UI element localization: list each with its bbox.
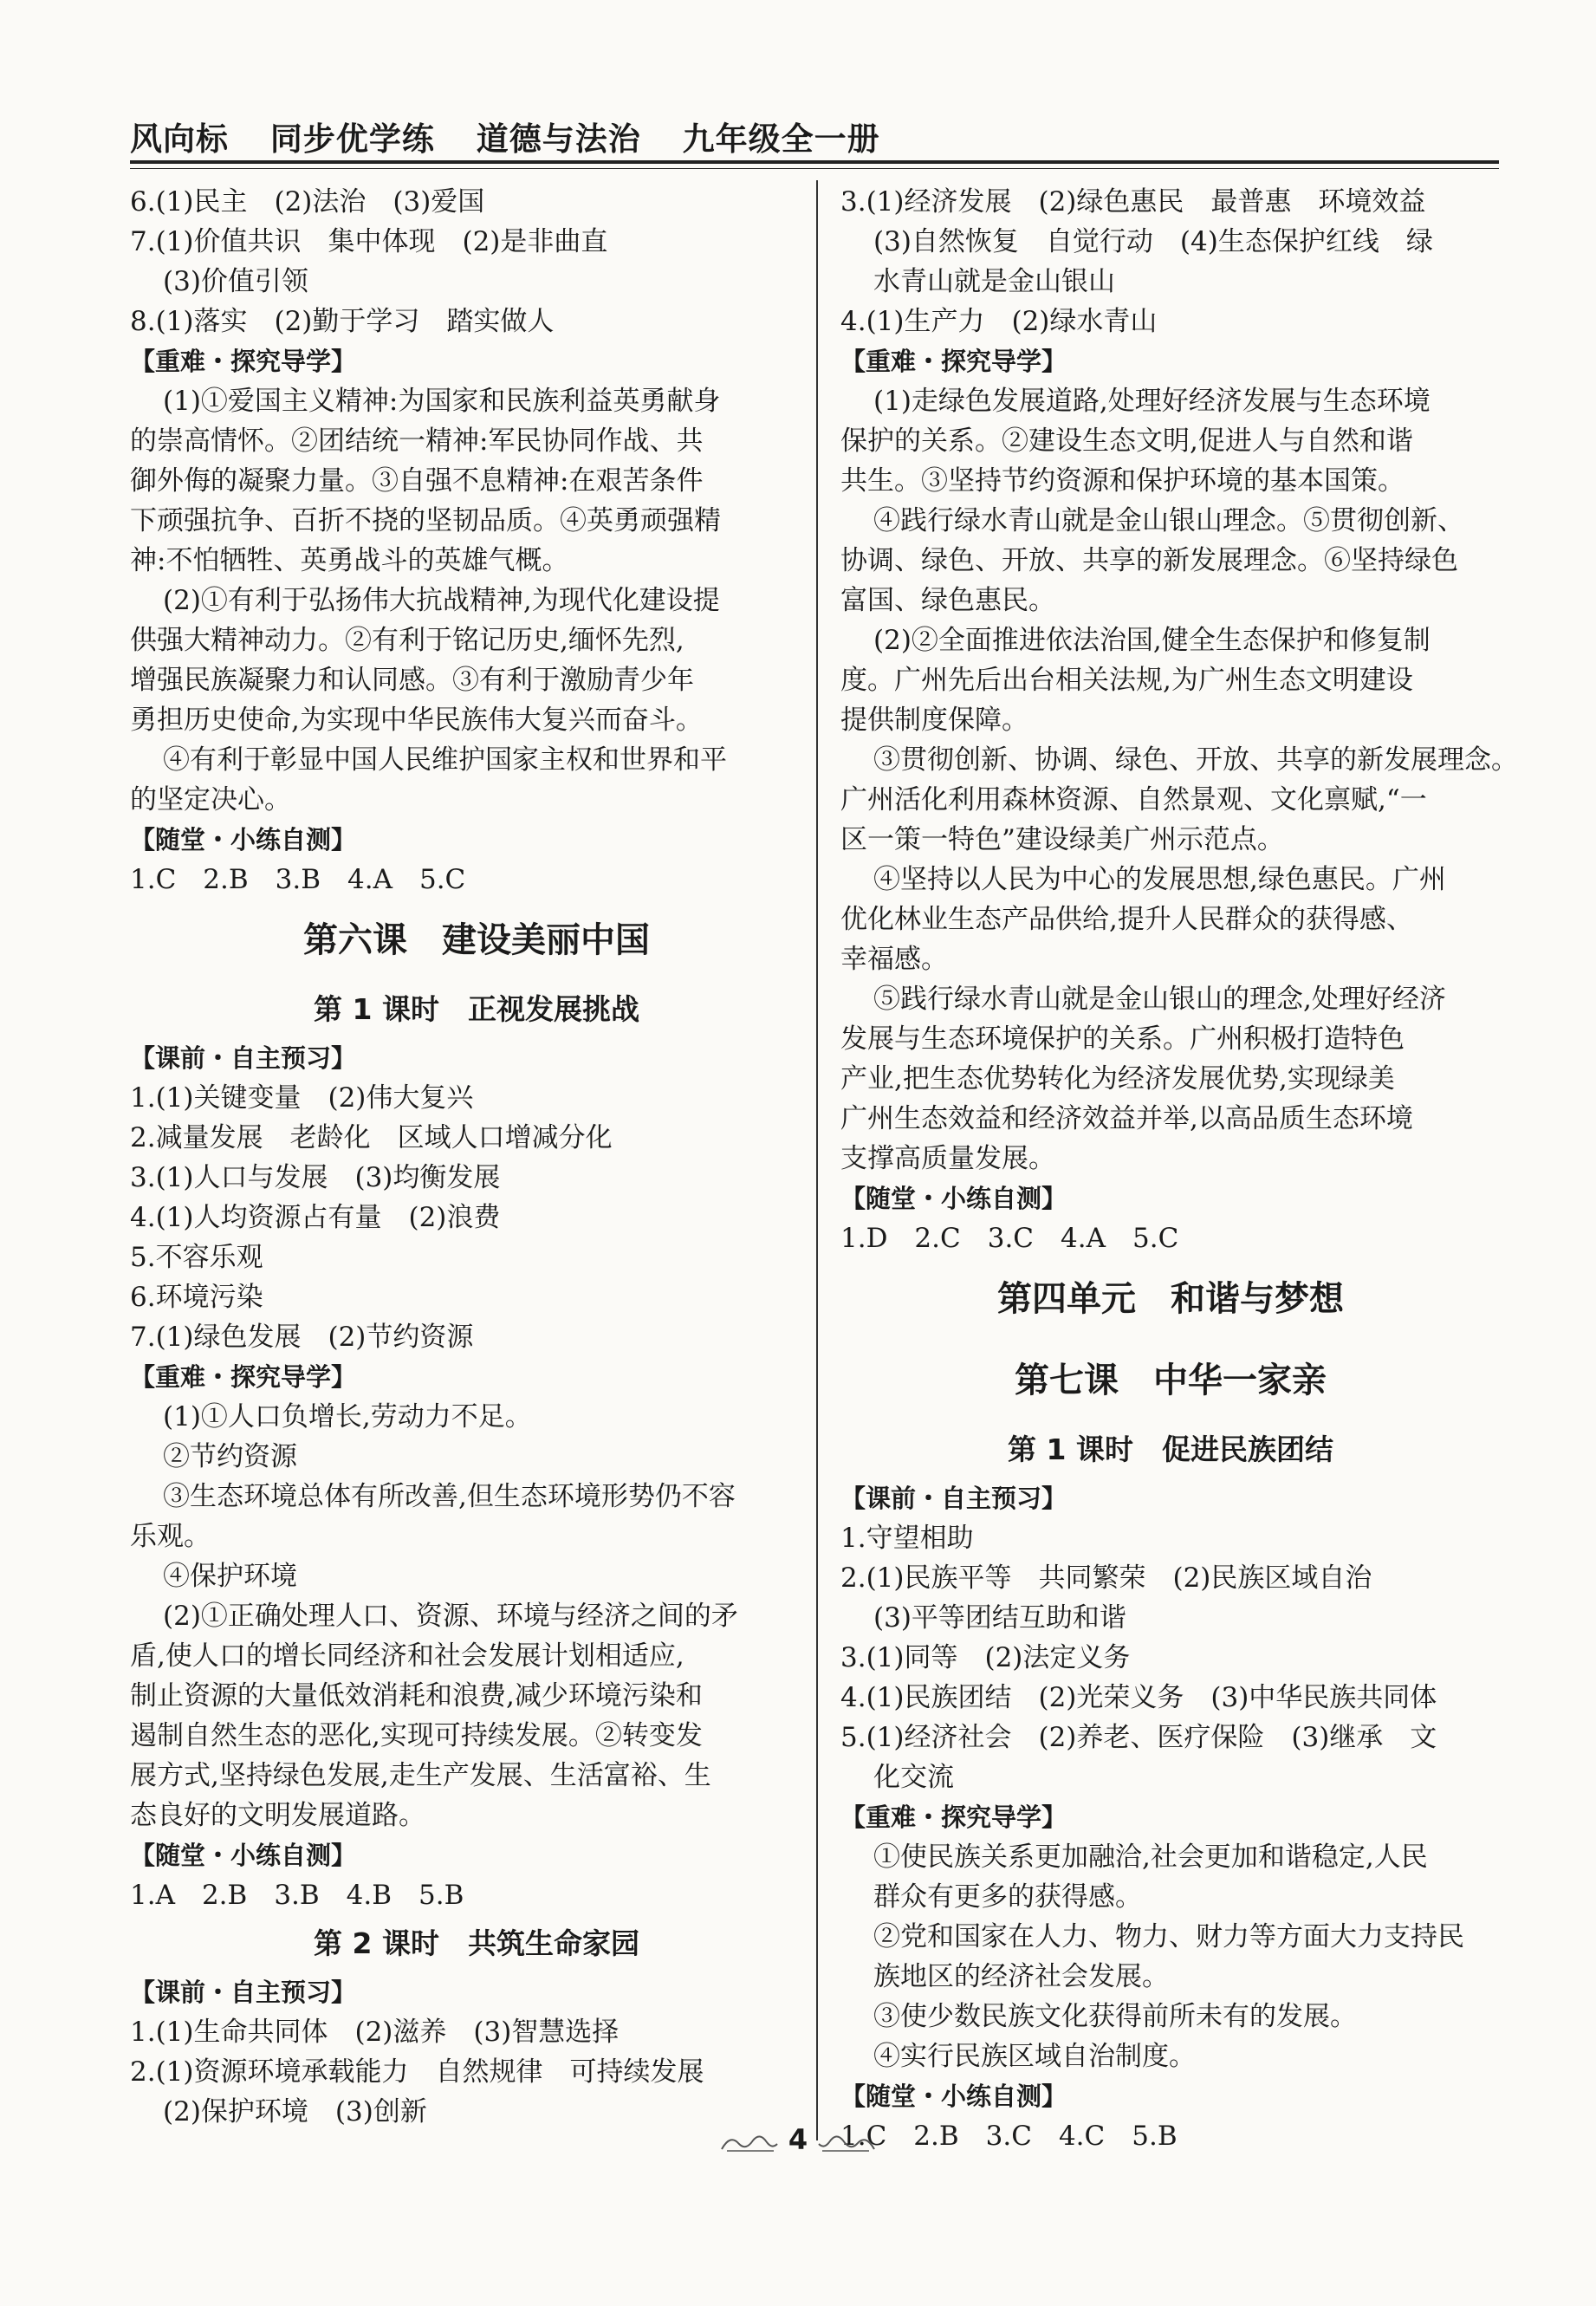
header-rule-thick [130, 160, 1499, 164]
section-label: 【重难・探究导学】 [840, 1803, 1067, 1832]
text-line-indented: ③使少数民族文化获得前所未有的发展。 [873, 2001, 1357, 2032]
header-brand: 风向标 [130, 120, 229, 158]
text-line: 展方式,坚持绿色发展,走生产发展、生活富裕、生 [130, 1760, 711, 1791]
text-line: 的崇高情怀。②团结统一精神:军民协同作战、共 [130, 425, 704, 457]
section-label: 【随堂・小练自测】 [840, 1184, 1067, 1213]
text-line: 神:不怕牺牲、英勇战斗的英雄气概。 [130, 545, 569, 576]
page-number: 4 [788, 2123, 808, 2156]
subsection-heading: 第 1 课时 促进民族团结 [1008, 1432, 1333, 1466]
text-line: 1.(1)关键变量 (2)伟大复兴 [130, 1082, 474, 1114]
text-line-indented: 化交流 [873, 1762, 954, 1793]
section-label: 【重难・探究导学】 [130, 347, 357, 376]
text-line: 下顽强抗争、百折不挠的坚韧品质。④英勇顽强精 [130, 505, 721, 536]
text-line: 遏制自然生态的恶化,实现可持续发展。②转变发 [130, 1720, 703, 1751]
text-line: 的坚定决心。 [130, 784, 291, 815]
text-line: 优化林业生态产品供给,提升人民群众的获得感、 [840, 904, 1413, 935]
text-line: 2.(1)资源环境承载能力 自然规律 可持续发展 [130, 2056, 704, 2088]
wave-ornament-right-icon [817, 2128, 878, 2154]
text-line: 1.D 2.C 3.C 4.A 5.C [840, 1223, 1179, 1254]
text-line: 5.不容乐观 [130, 1242, 263, 1273]
text-line: 支撑高质量发展。 [840, 1143, 1055, 1174]
text-line: 1.C 2.B 3.B 4.A 5.C [130, 864, 466, 895]
text-line-indented: (3)价值引领 [163, 266, 308, 297]
text-line: 2.减量发展 老龄化 区域人口增减分化 [130, 1122, 613, 1153]
text-line: 乐观。 [130, 1521, 211, 1552]
section-label: 【课前・自主预习】 [130, 1978, 357, 2007]
text-line: 产业,把生态优势转化为经济发展优势,实现绿美 [840, 1063, 1395, 1095]
text-line: 3.(1)同等 (2)法定义务 [840, 1642, 1131, 1673]
text-line-indented: (3)平等团结互助和谐 [873, 1602, 1126, 1634]
text-line: 制止资源的大量低效消耗和浪费,减少环境污染和 [130, 1680, 703, 1712]
text-line-indented: 族地区的经济社会发展。 [873, 1961, 1169, 1992]
text-line: 5.(1)经济社会 (2)养老、医疗保险 (3)继承 文 [840, 1722, 1437, 1753]
header-subject: 道德与法治 [476, 120, 641, 158]
text-line-indented: (2)②全面推进依法治国,健全生态保护和修复制 [873, 625, 1431, 656]
subsection-heading: 第 2 课时 共筑生命家园 [314, 1926, 639, 1960]
section-label: 【随堂・小练自测】 [840, 2082, 1067, 2111]
text-line: 供强大精神动力。②有利于铭记历史,缅怀先烈, [130, 625, 684, 656]
text-line: 富国、绿色惠民。 [840, 585, 1055, 616]
text-line: 度。广州先后出台相关法规,为广州生态文明建设 [840, 665, 1413, 696]
text-line: 1.C 2.B 3.C 4.C 5.B [840, 2121, 1178, 2152]
text-line: 1.A 2.B 3.B 4.B 5.B [130, 1880, 464, 1911]
text-line-indented: (2)①有利于弘扬伟大抗战精神,为现代化建设提 [163, 585, 720, 616]
running-header [130, 113, 1499, 159]
text-line-indented: ④有利于彰显中国人民维护国家主权和世界和平 [163, 744, 727, 776]
text-line: 4.(1)生产力 (2)绿水青山 [840, 306, 1158, 337]
text-line-indented: 群众有更多的获得感。 [873, 1881, 1142, 1913]
text-line: 态良好的文明发展道路。 [130, 1800, 425, 1831]
text-line-indented: (1)①人口负增长,劳动力不足。 [163, 1401, 532, 1432]
text-line-indented: ④实行民族区域自治制度。 [873, 2041, 1196, 2072]
text-line: 广州活化利用森林资源、自然景观、文化禀赋,“一 [840, 784, 1427, 815]
text-line-indented: ④保护环境 [163, 1561, 297, 1592]
section-label: 【随堂・小练自测】 [130, 1841, 357, 1870]
text-line-indented: ②节约资源 [163, 1441, 297, 1472]
text-line-indented: ③生态环境总体有所改善,但生态环境形势仍不容 [163, 1481, 736, 1512]
text-line: 1.(1)生命共同体 (2)滋养 (3)智慧选择 [130, 2017, 620, 2048]
text-line: 4.(1)民族团结 (2)光荣义务 (3)中华民族共同体 [840, 1682, 1437, 1713]
section-label: 【重难・探究导学】 [130, 1362, 357, 1392]
text-line: 3.(1)人口与发展 (3)均衡发展 [130, 1162, 501, 1193]
text-line: 保护的关系。②建设生态文明,促进人与自然和谐 [840, 425, 1413, 457]
text-line-indented: ②党和国家在人力、物力、财力等方面大力支持民 [873, 1921, 1464, 1952]
section-label: 【课前・自主预习】 [840, 1484, 1067, 1513]
header-rule-thin [130, 168, 1499, 169]
text-line-indented: 水青山就是金山银山 [873, 266, 1115, 297]
text-line-indented: (1)①爱国主义精神:为国家和民族利益英勇献身 [163, 386, 721, 417]
text-line-indented: (1)走绿色发展道路,处理好经济发展与生态环境 [873, 386, 1431, 417]
text-line-indented: ③贯彻创新、协调、绿色、开放、共享的新发展理念。 [873, 744, 1518, 776]
header-series: 同步优学练 [269, 120, 435, 158]
text-line: 6.(1)民主 (2)法治 (3)爱国 [130, 186, 485, 218]
lesson-heading: 第七课 中华一家亲 [1015, 1361, 1327, 1400]
text-line-indented: (2)①正确处理人口、资源、环境与经济之间的矛 [163, 1601, 738, 1632]
text-line: 增强民族凝聚力和认同感。③有利于激励青少年 [130, 665, 694, 696]
text-line: 8.(1)落实 (2)勤于学习 踏实做人 [130, 306, 555, 337]
subsection-heading: 第 1 课时 正视发展挑战 [314, 992, 639, 1026]
text-line: 协调、绿色、开放、共享的新发展理念。⑥坚持绿色 [840, 545, 1458, 576]
text-line: 提供制度保障。 [840, 705, 1028, 736]
text-line: 1.守望相助 [840, 1523, 974, 1554]
text-line: 御外侮的凝聚力量。③自强不息精神:在艰苦条件 [130, 465, 704, 497]
text-line: 幸福感。 [840, 944, 948, 975]
left-column [130, 182, 823, 2132]
section-label: 【随堂・小练自测】 [130, 825, 357, 854]
text-line: 盾,使人口的增长同经济和社会发展计划相适应, [130, 1640, 684, 1672]
text-line-indented: (3)自然恢复 自觉行动 (4)生态保护红线 绿 [873, 226, 1433, 257]
page-footer [0, 2123, 1596, 2156]
text-line: 7.(1)绿色发展 (2)节约资源 [130, 1322, 474, 1353]
wave-ornament-left-icon [718, 2128, 779, 2154]
lesson-heading: 第四单元 和谐与梦想 [997, 1279, 1344, 1319]
header-grade: 九年级全一册 [682, 120, 880, 158]
text-line-indented: ⑤践行绿水青山就是金山银山的理念,处理好经济 [873, 984, 1446, 1015]
text-line-indented: ①使民族关系更加融洽,社会更加和谐稳定,人民 [873, 1842, 1428, 1873]
text-line: 4.(1)人均资源占有量 (2)浪费 [130, 1202, 501, 1233]
text-line: 区一策一特色”建设绿美广州示范点。 [840, 824, 1284, 855]
section-label: 【课前・自主预习】 [130, 1043, 357, 1073]
text-line: 7.(1)价值共识 集中体现 (2)是非曲直 [130, 226, 608, 257]
text-line-indented: ④践行绿水青山就是金山银山理念。⑤贯彻创新、 [873, 505, 1464, 536]
text-line: 2.(1)民族平等 共同繁荣 (2)民族区域自治 [840, 1562, 1372, 1594]
text-line: 广州生态效益和经济效益并举,以高品质生态环境 [840, 1103, 1413, 1134]
column-divider [816, 180, 818, 2140]
text-line: 勇担历史使命,为实现中华民族伟大复兴而奋斗。 [130, 705, 703, 736]
text-line: 共生。③坚持节约资源和保护环境的基本国策。 [840, 465, 1405, 497]
lesson-heading: 第六课 建设美丽中国 [303, 920, 650, 960]
text-line-indented: ④坚持以人民为中心的发展思想,绿色惠民。广州 [873, 864, 1446, 895]
right-column [840, 182, 1518, 2156]
text-line: 6.环境污染 [130, 1282, 263, 1313]
section-label: 【重难・探究导学】 [840, 347, 1067, 376]
text-line-indented: (2)保护环境 (3)创新 [163, 2096, 427, 2127]
text-line: 发展与生态环境保护的关系。广州积极打造特色 [840, 1023, 1405, 1055]
text-line: 3.(1)经济发展 (2)绿色惠民 最普惠 环境效益 [840, 186, 1426, 218]
